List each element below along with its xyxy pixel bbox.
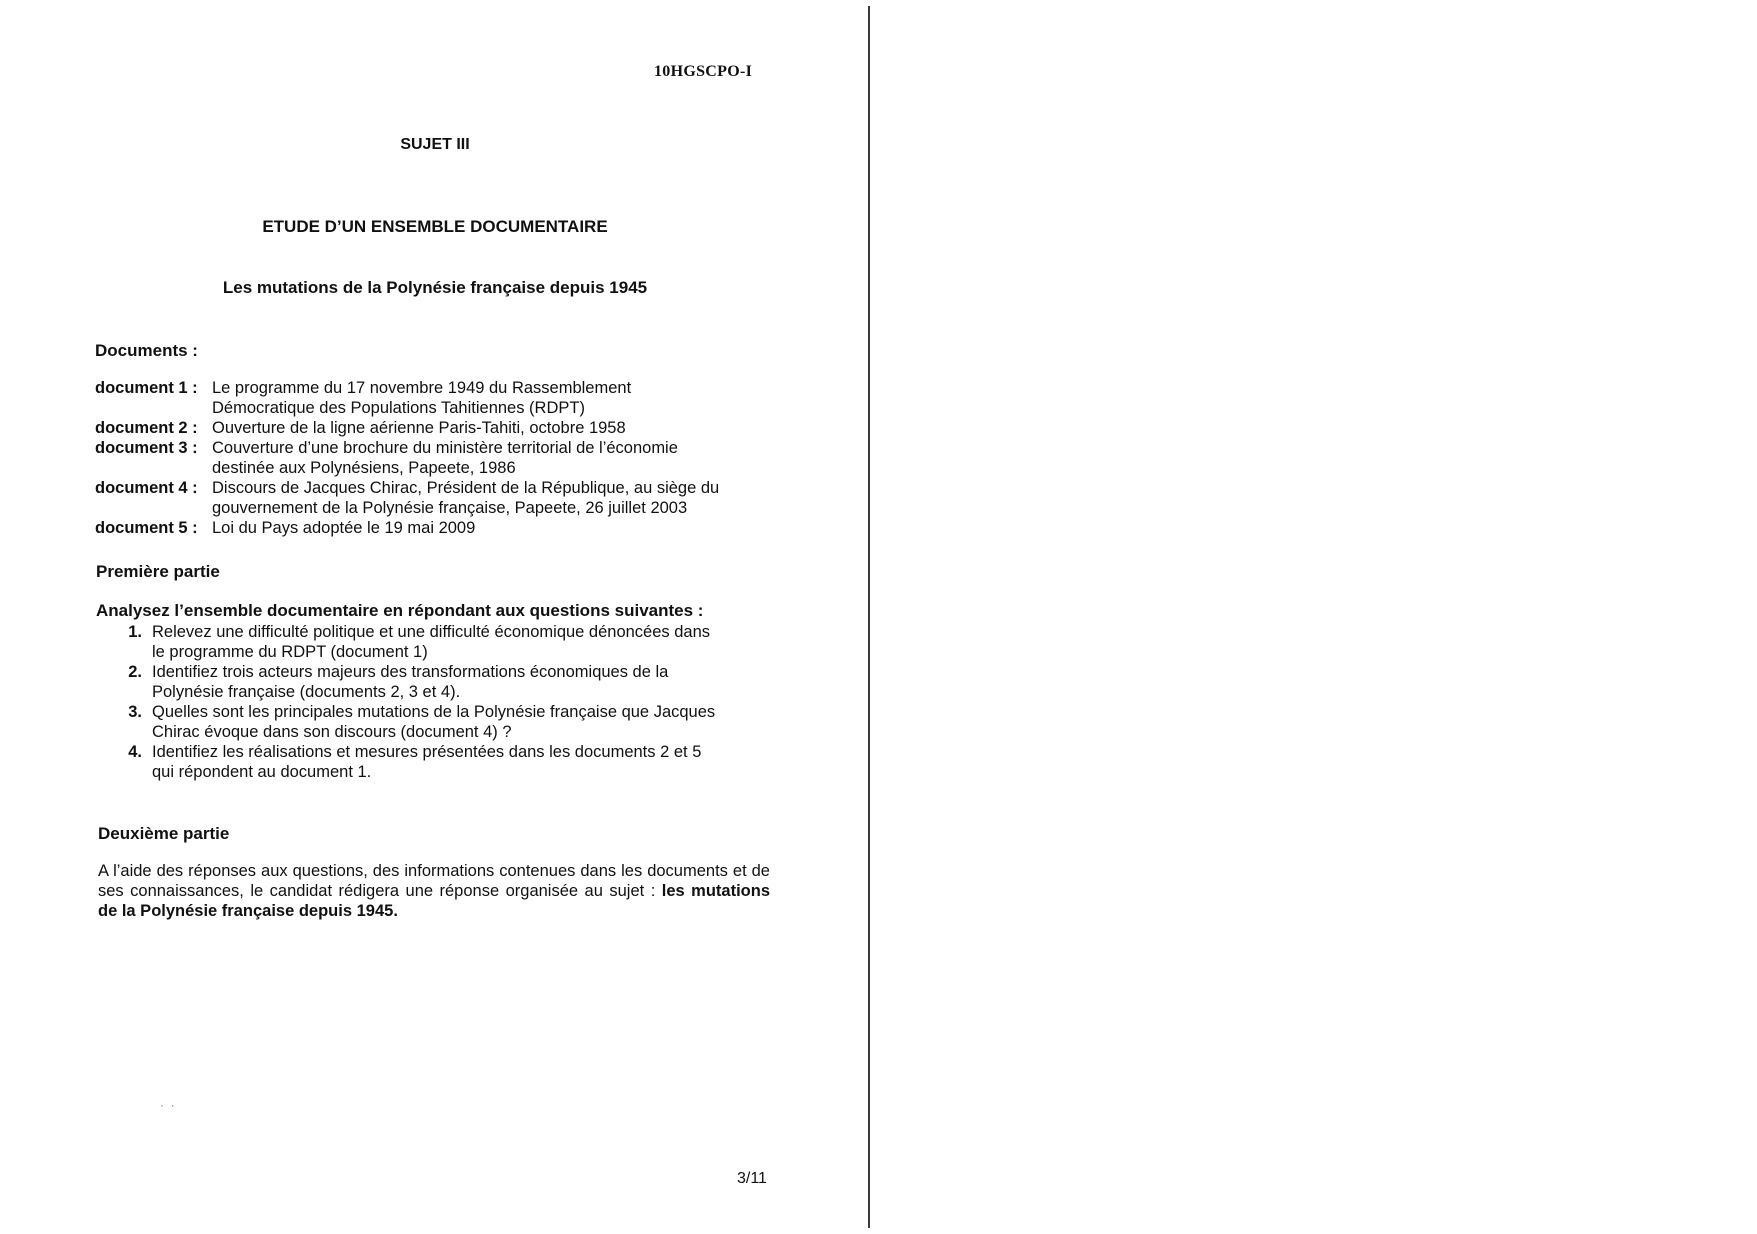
document-description: Discours de Jacques Chirac, Président de la République, au siège du [212,479,720,497]
question-text: Identifiez les réalisations et mesures présentées dans les documents 2 et 5 [152,743,702,761]
question-item [96,702,756,742]
subject-number: SUJET III [400,136,470,153]
document-description: destinée aux Polynésiens, Papeete, 1986 [212,459,516,477]
question-text: qui répondent au document 1. [152,763,372,781]
document-item [95,418,775,438]
question-text: Relevez une difficulté politique et une difficulté économique dénoncées dans [152,623,711,641]
documents-label: Documents : [95,341,198,360]
document-item [95,378,775,418]
question-number: 4. [128,743,142,761]
exam-page [0,0,870,1234]
document-key: document 2 : [95,419,198,437]
question-number: 2. [128,663,142,681]
essay-subject: les mutations de la Polynésie française depuis 1945. [98,882,770,920]
document-key: document 4 : [95,479,198,497]
document-description: Couverture d’une brochure du ministère territorial de l’économie [212,439,678,457]
page-divider [868,6,870,1228]
document-description: gouvernement de la Polynésie française, Papeete, 26 juillet 2003 [212,499,688,517]
essay-instructions [98,861,770,921]
question-text: Chirac évoque dans son discours (document 4) ? [152,723,512,741]
question-number: 3. [128,703,142,721]
document-list [95,378,775,538]
question-item [96,662,756,702]
document-key: document 1 : [95,379,198,397]
exercise-heading: ETUDE D’UN ENSEMBLE DOCUMENTAIRE [262,217,608,236]
theme-title: Les mutations de la Polynésie française depuis 1945 [222,278,648,297]
instructions: Analysez l’ensemble documentaire en répondant aux questions suivantes : [96,601,704,620]
question-text: Polynésie française (documents 2, 3 et 4). [152,683,461,701]
document-description: Ouverture de la ligne aérienne Paris-Tahiti, octobre 1958 [212,419,626,437]
document-description: Démocratique des Populations Tahitiennes (RDPT) [212,399,585,417]
reference-code: 10HGSCPO-I [654,63,753,80]
question-number: 1. [128,623,142,641]
document-key: document 5 : [95,519,198,537]
question-item [96,742,756,782]
scan-specks: · · [160,1098,175,1112]
document-item [95,518,775,538]
part-two-label: Deuxième partie [98,824,230,843]
question-list [96,622,756,782]
question-text: Quelles sont les principales mutations de la Polynésie française que Jacques [152,703,716,721]
question-text: Identifiez trois acteurs majeurs des transformations économiques de la [152,663,669,681]
document-description: Loi du Pays adoptée le 19 mai 2009 [212,519,476,537]
document-item [95,438,775,478]
page-number: 3/11 [737,1170,767,1187]
document-key: document 3 : [95,439,198,457]
question-text: le programme du RDPT (document 1) [152,643,428,661]
question-item [96,622,756,662]
essay-instructions-text: A l’aide des réponses aux questions, des informations contenues dans les documents et de ses connaissances, le candidat rédigera une réponse organisée au sujet : [98,862,770,900]
document-description: Le programme du 17 novembre 1949 du Rassemblement [212,379,632,397]
document-item [95,478,775,518]
part-one-label: Première partie [96,562,220,581]
